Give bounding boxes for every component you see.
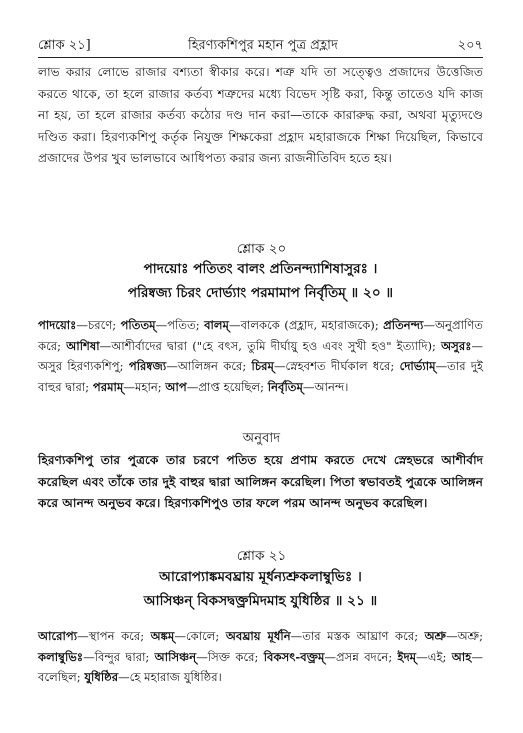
synonym-term: নির্বৃতিম্ <box>267 379 303 394</box>
synonym-meaning: এই; <box>427 649 452 664</box>
synonym-term: আসিঞ্চন্ <box>154 649 197 664</box>
synonym-term: অশ্রু <box>424 629 447 643</box>
synonym-dash: — <box>228 318 241 332</box>
synonym-term: পরমাম্ <box>92 379 124 394</box>
verse20-synonyms <box>38 315 483 397</box>
synonym-dash: — <box>123 379 135 394</box>
synonym-meaning: হে মহারাজ যুধিষ্ঠির। <box>129 670 222 685</box>
synonym-term: যুধিষ্ঠির <box>84 670 119 685</box>
synonym-dash: — <box>416 649 428 664</box>
verse21-title: শ্লোক ২১ <box>236 548 287 564</box>
synonym-dash: — <box>99 338 112 353</box>
synonym-meaning: অসুর হিরণ্যকশিপু; <box>38 359 129 374</box>
verse21-line2: আসিঞ্চন্ বিকসদ্বক্ত্রমিদমাহ যুধিষ্ঠির ॥ ২১ ॥ <box>143 593 378 609</box>
synonym-meaning: পতিত; <box>167 318 205 332</box>
synonym-term: পরিষ্বজ্য <box>128 359 167 374</box>
header-rule <box>38 57 483 58</box>
synonym-dash: — <box>471 649 483 664</box>
synonym-term: পাদয়োঃ <box>38 318 77 332</box>
synonym-term: দোর্ভ্যাম্ <box>399 359 436 374</box>
synonym-meaning: আলিঙ্গন করে; <box>177 359 252 374</box>
synonym-meaning: প্রসন্ন বদনে; <box>335 649 398 664</box>
synonym-meaning: তার দুই বাহুর দ্বারা; <box>38 359 484 394</box>
synonym-dash: — <box>186 379 199 394</box>
synonym-dash: — <box>302 379 315 394</box>
verse21-line1: আরোপ্যাঙ্কমবঘ্রায় মূর্ধন্যশ্রুকলাম্বুভিঃ । <box>159 569 362 585</box>
synonym-term: আরোপ্য <box>38 629 78 643</box>
synonym-term: অবঘ্রায় মূর্ধনি <box>225 629 291 643</box>
synonym-meaning: স্নেহবশত দীর্ঘকাল ধরে; <box>285 359 400 374</box>
verse20-translation: হিরণ্যকশিপু তার পুত্রকে তার চরণে পতিত হয়ে প্রণাম করতে দেখে স্নেহভরে আশীর্বাদ করেছিল এবং তাঁকে তার দুই বাহুর দ্বারা আলিঙ্গন করেছিল। পিতা স্বভাবতই পুত্রকে আলিঙ্গন করে আনন্দ অনুভব করে। হিরণ্যকশিপুও তার ফলে পরম আনন্দ অনুভব করেছিল। <box>38 453 483 510</box>
header-verse-ref: শ্লোক ২১] <box>38 38 91 53</box>
verse20-line1: পাদয়োঃ পতিতং বালং প্রতিনন্দ্যাশিষাসুরঃ । <box>143 261 378 277</box>
verse21-text <box>38 565 483 613</box>
verse20-text <box>38 257 483 305</box>
synonym-term: ইদম্ <box>397 649 417 664</box>
synonym-meaning: প্রাপ্ত হয়েছিল; <box>198 379 268 394</box>
intro-paragraph: লাভ করার লোভে রাজার বশ্যতা স্বীকার করে। শত্রু যদি তা সত্ত্বেও প্রজাদের উত্তেজিত করতে থাকে, তা হলে রাজার কর্তব্য শত্রুদের মধ্যে বিভেদ সৃষ্টি করা, কিন্তু তাতেও যদি কাজ না হয়, তা হলে রাজার কর্তব্য কঠোর দণ্ড দান করা—তাকে কারারুদ্ধ করা, অথবা মৃত্যুদণ্ডে দণ্ডিত করা। হিরণ্যকশিপু কর্তৃক নিযুক্ত শিক্ষকেরা প্রহ্লাদ মহারাজকে শিক্ষা দিয়েছিল, কিভাবে প্রজাদের উপর খুব ভালভাবে আধিপত্য করার জন্য রাজনীতিবিদ হতে হয়। <box>38 65 483 165</box>
synonym-term: অসুরঃ <box>441 338 472 353</box>
synonym-term: বিকসৎ-বক্ত্রম্ <box>263 649 325 664</box>
synonym-term: চিরম্ <box>251 359 274 374</box>
synonym-meaning: আশীর্বাদের দ্বারা ("হে বৎস, তুমি দীর্ঘায়ু হও এবং সুখী হও" ইত্যাদি); <box>111 338 442 353</box>
synonym-dash: — <box>118 670 130 685</box>
verse20-translation-heading: অনুবাদ <box>242 431 281 446</box>
synonym-dash: — <box>166 359 178 374</box>
synonym-dash: — <box>435 359 448 374</box>
header-chapter-title: হিরণ্যকশিপুর মহান পুত্র প্রহ্লাদ <box>188 38 338 53</box>
synonym-meaning: বলেছিল; <box>38 670 85 685</box>
page-header <box>38 36 483 56</box>
synonym-meaning: সিক্ত করে; <box>207 649 264 664</box>
synonym-meaning: চরণে; <box>87 318 121 332</box>
synonym-term: বালম্ <box>204 318 229 332</box>
synonym-meaning: বালককে (প্রহ্লাদ, মহারাজকে); <box>240 318 384 332</box>
synonym-meaning: অশ্রু; <box>457 629 483 643</box>
synonym-dash: — <box>155 318 168 332</box>
synonym-dash: — <box>471 338 483 353</box>
verse20-title: শ্লোক ২০ <box>236 241 287 257</box>
synonym-term: পতিতম্ <box>120 318 156 332</box>
synonym-dash: — <box>76 318 88 332</box>
synonym-term: আশিষা <box>66 338 100 353</box>
synonym-dash: — <box>290 629 303 643</box>
synonym-term: অঙ্কম্ <box>150 629 175 643</box>
synonym-term: কলাম্বুভিঃ <box>38 649 84 664</box>
synonym-meaning: তার মস্তক আঘ্রাণ করে; <box>302 629 425 643</box>
synonym-term: আপ <box>165 379 187 394</box>
synonym-term: প্রতিনন্দ্য <box>383 318 424 332</box>
synonym-dash: — <box>273 359 286 374</box>
synonym-meaning: আনন্দ। <box>314 379 349 394</box>
synonym-dash: — <box>446 629 458 643</box>
synonym-meaning: অনুপ্রাণিত করে; <box>38 318 483 353</box>
synonym-meaning: কোলে; <box>185 629 226 643</box>
synonym-term: আহ <box>451 649 472 664</box>
synonym-meaning: বিন্দুর দ্বারা; <box>94 649 155 664</box>
page-number: ২০৭ <box>457 38 483 53</box>
synonym-dash: — <box>324 649 336 664</box>
synonym-meaning: স্থাপন করে; <box>88 629 151 643</box>
synonym-meaning: মহান; <box>134 379 166 394</box>
synonym-dash: — <box>77 629 89 643</box>
verse20-line2: পরিষ্বজ্য চিরং দোর্ভ্যাং পরমামাপ নির্বৃতিম্ ॥ ২০ ॥ <box>127 285 394 301</box>
synonym-dash: — <box>196 649 208 664</box>
verse21-synonyms <box>38 626 483 688</box>
synonym-dash: — <box>423 318 435 332</box>
synonym-dash: — <box>83 649 95 664</box>
synonym-dash: — <box>174 629 186 643</box>
